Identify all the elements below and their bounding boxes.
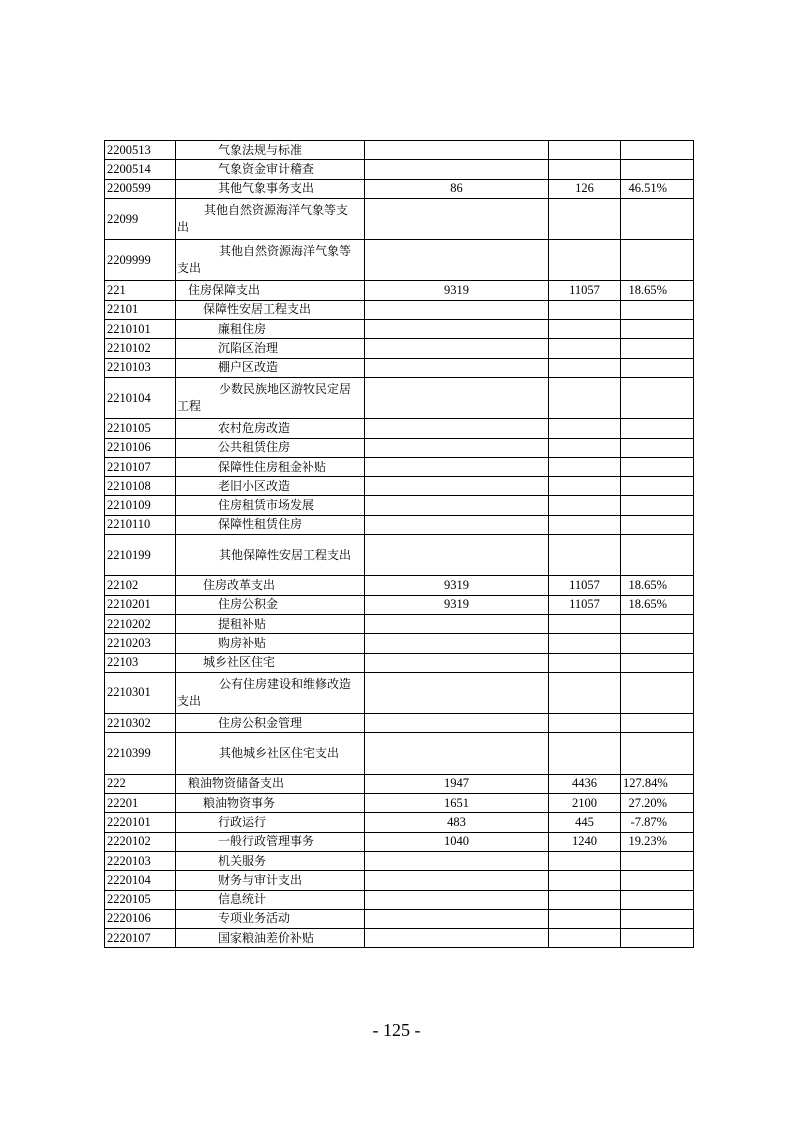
- table-row: [105, 614, 694, 633]
- amount-prior-cell: [365, 890, 549, 909]
- subject-name: 公有住房建设和维修改造支出: [177, 676, 352, 708]
- subject-name: 保障性安居工程支出: [203, 302, 312, 317]
- amount-current-cell: 126: [549, 179, 621, 198]
- subject-name: 廉租住房: [218, 321, 267, 336]
- subject-code-cell: 22099: [105, 198, 176, 239]
- table-row: [105, 813, 694, 832]
- amount-current-cell: 445: [549, 813, 621, 832]
- subject-code-cell: 2210203: [105, 634, 176, 653]
- amount-prior-cell: [365, 377, 549, 418]
- growth-rate-cell: [621, 240, 694, 281]
- growth-rate-cell: 127.84%: [621, 774, 694, 793]
- amount-prior-cell: [365, 160, 549, 179]
- growth-rate-cell: [621, 634, 694, 653]
- amount-current-cell: [549, 733, 621, 774]
- subject-name: 粮油物资储备支出: [188, 776, 285, 791]
- growth-rate-cell: [621, 890, 694, 909]
- amount-prior-cell: [365, 909, 549, 928]
- subject-code-cell: 2220106: [105, 909, 176, 928]
- subject-name-cell: [176, 419, 365, 438]
- subject-name-cell: [176, 457, 365, 476]
- amount-prior-cell: [365, 714, 549, 733]
- subject-code-cell: 2209999: [105, 240, 176, 281]
- growth-rate-cell: [621, 733, 694, 774]
- growth-rate-cell: [621, 496, 694, 515]
- amount-prior-cell: [365, 871, 549, 890]
- growth-rate-cell: [621, 871, 694, 890]
- subject-name-cell: [176, 871, 365, 890]
- subject-name-cell: [176, 515, 365, 534]
- subject-name-cell: [176, 614, 365, 633]
- table-row: [105, 851, 694, 870]
- growth-rate-cell: [621, 377, 694, 418]
- subject-name-cell: [176, 653, 365, 672]
- subject-name: 农村危房改造: [218, 420, 291, 435]
- subject-name: 棚户区改造: [218, 360, 279, 375]
- amount-prior-cell: 86: [365, 179, 549, 198]
- amount-current-cell: 1240: [549, 832, 621, 851]
- subject-name: 老旧小区改造: [218, 478, 291, 493]
- amount-prior-cell: 9319: [365, 281, 549, 300]
- subject-name-cell: [176, 281, 365, 300]
- amount-current-cell: [549, 457, 621, 476]
- amount-current-cell: [549, 653, 621, 672]
- table-row: [105, 160, 694, 179]
- budget-table: [104, 140, 694, 948]
- growth-rate-cell: -7.87%: [621, 813, 694, 832]
- growth-rate-cell: 27.20%: [621, 794, 694, 813]
- subject-name: 保障性租赁住房: [218, 517, 303, 532]
- subject-name: 住房租赁市场发展: [218, 498, 315, 513]
- amount-prior-cell: [365, 535, 549, 576]
- growth-rate-cell: [621, 909, 694, 928]
- table-row: [105, 141, 694, 160]
- growth-rate-cell: [621, 515, 694, 534]
- amount-current-cell: [549, 160, 621, 179]
- subject-name-cell: [176, 477, 365, 496]
- growth-rate-cell: [621, 714, 694, 733]
- growth-rate-cell: 46.51%: [621, 179, 694, 198]
- subject-code-cell: 2210202: [105, 614, 176, 633]
- amount-prior-cell: [365, 851, 549, 870]
- growth-rate-cell: [621, 653, 694, 672]
- subject-name-cell: [176, 576, 365, 595]
- growth-rate-cell: [621, 160, 694, 179]
- amount-prior-cell: [365, 240, 549, 281]
- subject-code-cell: 2210201: [105, 595, 176, 614]
- growth-rate-cell: 18.65%: [621, 281, 694, 300]
- subject-name-cell: [176, 141, 365, 160]
- table-row: [105, 794, 694, 813]
- subject-name-cell: [176, 832, 365, 851]
- growth-rate-cell: [621, 358, 694, 377]
- amount-prior-cell: [365, 672, 549, 713]
- subject-name-cell: [176, 320, 365, 339]
- subject-code-cell: 2220104: [105, 871, 176, 890]
- subject-code-cell: 2220105: [105, 890, 176, 909]
- page-number: - 125 -: [372, 1020, 421, 1040]
- subject-code-cell: 2210103: [105, 358, 176, 377]
- subject-name-cell: [176, 929, 365, 948]
- amount-current-cell: [549, 320, 621, 339]
- amount-prior-cell: [365, 614, 549, 633]
- subject-code-cell: 2210110: [105, 515, 176, 534]
- amount-prior-cell: [365, 358, 549, 377]
- growth-rate-cell: [621, 457, 694, 476]
- subject-name: 其他自然资源海洋气象等支出: [177, 244, 352, 276]
- subject-code-cell: 2200513: [105, 141, 176, 160]
- growth-rate-cell: 19.23%: [621, 832, 694, 851]
- subject-name: 城乡社区住宅: [203, 655, 276, 670]
- subject-code-cell: 221: [105, 281, 176, 300]
- table-row: [105, 198, 694, 239]
- table-row: [105, 477, 694, 496]
- subject-name-cell: [176, 714, 365, 733]
- subject-name-cell: [176, 890, 365, 909]
- growth-rate-cell: [621, 477, 694, 496]
- subject-name-cell: [176, 813, 365, 832]
- subject-name: 其他气象事务支出: [218, 181, 315, 196]
- subject-name: 住房保障支出: [188, 283, 261, 298]
- subject-name: 住房公积金: [218, 597, 279, 612]
- amount-current-cell: 2100: [549, 794, 621, 813]
- growth-rate-cell: [621, 535, 694, 576]
- subject-name: 购房补贴: [218, 635, 267, 650]
- amount-current-cell: [549, 496, 621, 515]
- subject-code-cell: 2210199: [105, 535, 176, 576]
- subject-code-cell: 2220107: [105, 929, 176, 948]
- subject-name: 气象资金审计稽查: [218, 161, 315, 176]
- table-row: [105, 595, 694, 614]
- growth-rate-cell: [621, 339, 694, 358]
- table-row: [105, 339, 694, 358]
- growth-rate-cell: [621, 300, 694, 319]
- subject-code-cell: 2210302: [105, 714, 176, 733]
- subject-code-cell: 22103: [105, 653, 176, 672]
- amount-prior-cell: [365, 198, 549, 239]
- subject-name: 保障性住房租金补贴: [218, 459, 327, 474]
- amount-prior-cell: 1947: [365, 774, 549, 793]
- amount-current-cell: [549, 909, 621, 928]
- amount-current-cell: [549, 419, 621, 438]
- amount-current-cell: [549, 714, 621, 733]
- subject-code-cell: 2210106: [105, 438, 176, 457]
- table-row: [105, 419, 694, 438]
- subject-name-cell: [176, 496, 365, 515]
- table-row: [105, 774, 694, 793]
- subject-name: 提租补贴: [218, 616, 267, 631]
- subject-name-cell: [176, 240, 365, 281]
- amount-current-cell: [549, 240, 621, 281]
- amount-prior-cell: [365, 733, 549, 774]
- amount-prior-cell: [365, 419, 549, 438]
- subject-name-cell: [176, 733, 365, 774]
- subject-name: 机关服务: [218, 853, 267, 868]
- subject-name: 少数民族地区游牧民定居工程: [177, 382, 352, 414]
- subject-name-cell: [176, 909, 365, 928]
- amount-current-cell: [549, 890, 621, 909]
- subject-code-cell: 2210109: [105, 496, 176, 515]
- amount-prior-cell: 1651: [365, 794, 549, 813]
- table-row: [105, 576, 694, 595]
- subject-name: 公共租赁住房: [218, 440, 291, 455]
- subject-code-cell: 2220102: [105, 832, 176, 851]
- growth-rate-cell: [621, 929, 694, 948]
- table-row: [105, 672, 694, 713]
- amount-prior-cell: [365, 653, 549, 672]
- subject-name: 专项业务活动: [218, 911, 291, 926]
- table-row: [105, 438, 694, 457]
- growth-rate-cell: [621, 438, 694, 457]
- amount-prior-cell: [365, 320, 549, 339]
- subject-name-cell: [176, 300, 365, 319]
- table-row: [105, 377, 694, 418]
- subject-code-cell: 22201: [105, 794, 176, 813]
- amount-current-cell: [549, 672, 621, 713]
- subject-code-cell: 2210104: [105, 377, 176, 418]
- subject-name-cell: [176, 774, 365, 793]
- amount-current-cell: [549, 198, 621, 239]
- amount-prior-cell: [365, 929, 549, 948]
- subject-name-cell: [176, 851, 365, 870]
- table-row: [105, 300, 694, 319]
- table-row: [105, 240, 694, 281]
- table-row: [105, 179, 694, 198]
- subject-name: 沉陷区治理: [218, 341, 279, 356]
- subject-name: 一般行政管理事务: [218, 834, 315, 849]
- amount-current-cell: [549, 634, 621, 653]
- amount-current-cell: [549, 851, 621, 870]
- growth-rate-cell: [621, 851, 694, 870]
- subject-code-cell: 2210108: [105, 477, 176, 496]
- subject-code-cell: 2200514: [105, 160, 176, 179]
- amount-current-cell: [549, 535, 621, 576]
- subject-name: 气象法规与标准: [218, 142, 303, 157]
- subject-code-cell: 2210102: [105, 339, 176, 358]
- amount-current-cell: [549, 871, 621, 890]
- growth-rate-cell: [621, 419, 694, 438]
- subject-name-cell: [176, 634, 365, 653]
- growth-rate-cell: [621, 614, 694, 633]
- amount-current-cell: [549, 477, 621, 496]
- amount-prior-cell: 1040: [365, 832, 549, 851]
- subject-code-cell: 2200599: [105, 179, 176, 198]
- table-row: [105, 714, 694, 733]
- table-row: [105, 320, 694, 339]
- amount-current-cell: 4436: [549, 774, 621, 793]
- amount-current-cell: 11057: [549, 281, 621, 300]
- subject-code-cell: 2210101: [105, 320, 176, 339]
- table-row: [105, 515, 694, 534]
- subject-code-cell: 2220103: [105, 851, 176, 870]
- amount-current-cell: [549, 614, 621, 633]
- amount-prior-cell: [365, 457, 549, 476]
- table-row: [105, 634, 694, 653]
- amount-current-cell: [549, 929, 621, 948]
- subject-name: 住房改革支出: [203, 577, 276, 592]
- table-body: [105, 141, 694, 948]
- amount-prior-cell: [365, 634, 549, 653]
- growth-rate-cell: [621, 672, 694, 713]
- amount-current-cell: [549, 358, 621, 377]
- table-row: [105, 890, 694, 909]
- subject-name: 其他城乡社区住宅支出: [219, 746, 340, 761]
- subject-name: 粮油物资事务: [203, 795, 276, 810]
- amount-current-cell: [549, 339, 621, 358]
- table-row: [105, 871, 694, 890]
- subject-name-cell: [176, 438, 365, 457]
- subject-name: 信息统计: [218, 892, 267, 907]
- amount-prior-cell: [365, 438, 549, 457]
- amount-prior-cell: 483: [365, 813, 549, 832]
- growth-rate-cell: [621, 141, 694, 160]
- subject-name-cell: [176, 198, 365, 239]
- growth-rate-cell: [621, 320, 694, 339]
- subject-name-cell: [176, 794, 365, 813]
- subject-name-cell: [176, 595, 365, 614]
- subject-code-cell: 2210107: [105, 457, 176, 476]
- growth-rate-cell: 18.65%: [621, 595, 694, 614]
- subject-name-cell: [176, 358, 365, 377]
- subject-code-cell: 2210399: [105, 733, 176, 774]
- amount-prior-cell: [365, 515, 549, 534]
- amount-prior-cell: [365, 300, 549, 319]
- amount-current-cell: [549, 515, 621, 534]
- amount-prior-cell: [365, 141, 549, 160]
- amount-current-cell: [549, 438, 621, 457]
- table-row: [105, 832, 694, 851]
- subject-name-cell: [176, 160, 365, 179]
- amount-current-cell: [549, 300, 621, 319]
- table-row: [105, 496, 694, 515]
- subject-code-cell: 222: [105, 774, 176, 793]
- subject-name: 财务与审计支出: [218, 872, 303, 887]
- amount-prior-cell: [365, 496, 549, 515]
- amount-prior-cell: 9319: [365, 595, 549, 614]
- subject-code-cell: 22102: [105, 576, 176, 595]
- table-row: [105, 733, 694, 774]
- subject-name-cell: [176, 535, 365, 576]
- table-row: [105, 535, 694, 576]
- subject-name-cell: [176, 339, 365, 358]
- table-row: [105, 929, 694, 948]
- table-row: [105, 457, 694, 476]
- table-row: [105, 653, 694, 672]
- amount-current-cell: [549, 141, 621, 160]
- growth-rate-cell: 18.65%: [621, 576, 694, 595]
- growth-rate-cell: [621, 198, 694, 239]
- subject-name: 其他自然资源海洋气象等支出: [177, 203, 349, 235]
- amount-prior-cell: 9319: [365, 576, 549, 595]
- amount-prior-cell: [365, 477, 549, 496]
- subject-name-cell: [176, 377, 365, 418]
- table-row: [105, 358, 694, 377]
- subject-name-cell: [176, 672, 365, 713]
- amount-current-cell: 11057: [549, 595, 621, 614]
- subject-name-cell: [176, 179, 365, 198]
- subject-name: 国家粮油差价补贴: [218, 930, 315, 945]
- table-row: [105, 281, 694, 300]
- subject-code-cell: 2220101: [105, 813, 176, 832]
- subject-name: 其他保障性安居工程支出: [219, 547, 352, 562]
- table-row: [105, 909, 694, 928]
- subject-name: 行政运行: [218, 814, 267, 829]
- subject-code-cell: 2210301: [105, 672, 176, 713]
- amount-current-cell: [549, 377, 621, 418]
- subject-name: 住房公积金管理: [218, 715, 303, 730]
- subject-code-cell: 22101: [105, 300, 176, 319]
- amount-prior-cell: [365, 339, 549, 358]
- subject-code-cell: 2210105: [105, 419, 176, 438]
- amount-current-cell: 11057: [549, 576, 621, 595]
